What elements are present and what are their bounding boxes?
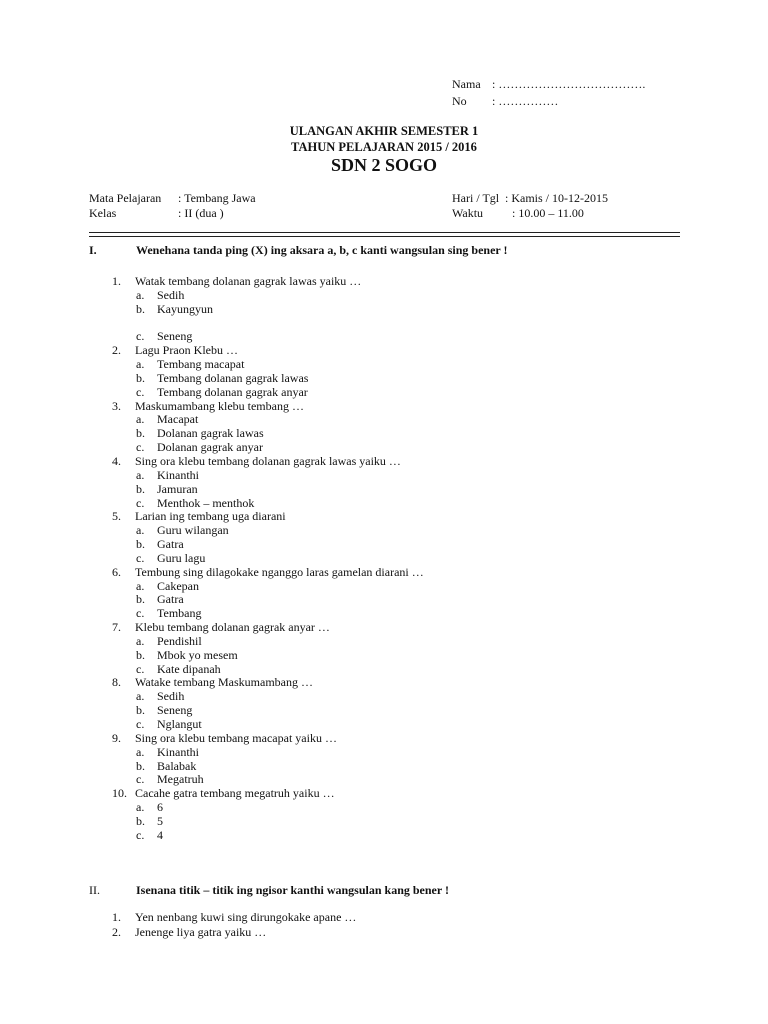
question-text: Jenenge liya gatra yaiku … — [135, 925, 267, 939]
waktu-value: : 10.00 – 11.00 — [512, 206, 584, 220]
option-text: 6 — [157, 800, 163, 815]
option-text: Sedih — [157, 287, 185, 302]
option-text: Megatruh — [157, 772, 204, 787]
question-text: Lagu Praon Klebu … — [135, 343, 238, 358]
question-text: Maskumambang klebu tembang … — [135, 398, 304, 413]
option-text: Balabak — [157, 758, 197, 773]
option-text: Macapat — [157, 412, 199, 427]
divider — [89, 236, 680, 237]
option-letter: a. — [136, 578, 145, 593]
option-text: Dolanan gagrak lawas — [157, 426, 264, 441]
answer-option[interactable] — [112, 330, 424, 344]
option-text: Mbok yo mesem — [157, 647, 238, 662]
option-text: Guru wilangan — [157, 523, 229, 538]
question — [112, 925, 356, 940]
answer-option[interactable] — [112, 829, 424, 843]
answer-option[interactable] — [112, 552, 424, 566]
fill-in-list — [112, 910, 356, 940]
answer-option[interactable] — [112, 704, 424, 718]
divider — [89, 232, 680, 233]
answer-option[interactable] — [112, 635, 424, 649]
option-text: 5 — [157, 813, 163, 828]
answer-option[interactable] — [112, 413, 424, 427]
option-letter: b. — [136, 370, 145, 385]
hari-label: Hari / Tgl — [452, 191, 500, 205]
option-letter: a. — [136, 467, 145, 482]
exam-title: ULANGAN AKHIR SEMESTER 1 — [289, 124, 479, 138]
no-label: No — [452, 94, 467, 108]
option-letter: b. — [136, 758, 145, 773]
answer-option[interactable] — [112, 303, 424, 317]
option-text: Sedih — [157, 689, 185, 704]
question — [112, 400, 424, 414]
option-text: Kinanthi — [157, 467, 199, 482]
question-text: Klebu tembang dolanan gagrak anyar … — [135, 620, 330, 635]
question-number: 2. — [112, 343, 121, 358]
option-text: Gatra — [157, 592, 184, 607]
option-text: Pendishil — [157, 633, 202, 648]
answer-option[interactable] — [112, 469, 424, 483]
section1-instruction: Wenehana tanda ping (X) ing aksara a, b, c kanti wangsulan sing bener ! — [136, 243, 508, 257]
option-text: Kate dipanah — [157, 661, 221, 676]
option-letter: c. — [136, 550, 145, 565]
question-number: 4. — [112, 453, 121, 468]
option-letter: c. — [136, 384, 145, 399]
answer-option[interactable] — [112, 497, 424, 511]
multiple-choice-list — [112, 275, 424, 843]
answer-option[interactable] — [112, 649, 424, 663]
section2-number: II. — [89, 883, 100, 897]
question-number: 1. — [112, 910, 121, 924]
option-letter: c. — [136, 329, 145, 344]
option-text: Dolanan gagrak anyar — [157, 440, 263, 455]
option-text: Tembang dolanan gagrak anyar — [157, 384, 308, 399]
section2-instruction: Isenana titik – titik ing ngisor kanthi wangsulan kang bener ! — [136, 883, 449, 897]
option-letter: b. — [136, 813, 145, 828]
question — [112, 910, 356, 925]
option-text: Cakepan — [157, 578, 199, 593]
answer-option[interactable] — [112, 386, 424, 400]
option-letter: b. — [136, 703, 145, 718]
option-letter: c. — [136, 661, 145, 676]
option-letter: a. — [136, 357, 145, 372]
answer-option[interactable] — [112, 593, 424, 607]
question — [112, 455, 424, 469]
option-text: Kinanthi — [157, 744, 199, 759]
answer-option[interactable] — [112, 718, 424, 732]
question — [112, 566, 424, 580]
answer-option[interactable] — [112, 427, 424, 441]
answer-option[interactable] — [112, 663, 424, 677]
answer-option[interactable] — [112, 746, 424, 760]
question-number: 3. — [112, 398, 121, 413]
answer-option[interactable] — [112, 524, 424, 538]
blank-line — [112, 317, 424, 331]
option-letter: c. — [136, 495, 145, 510]
question-text: Cacahe gatra tembang megatruh yaiku … — [135, 786, 335, 801]
answer-option[interactable] — [112, 441, 424, 455]
question-text: Tembung sing dilagokake nganggo laras gamelan diarani … — [135, 564, 424, 579]
question-number: 6. — [112, 564, 121, 579]
option-text: Jamuran — [157, 481, 198, 496]
question — [112, 732, 424, 746]
waktu-label: Waktu — [452, 206, 484, 220]
option-text: Menthok – menthok — [157, 495, 255, 510]
question-number: 5. — [112, 509, 121, 524]
option-letter: b. — [136, 301, 145, 316]
option-text: Tembang macapat — [157, 357, 245, 372]
kelas-value: : II (dua ) — [178, 206, 224, 220]
option-letter: a. — [136, 800, 145, 815]
question-number: 2. — [112, 925, 121, 939]
option-letter: b. — [136, 537, 145, 552]
mapel-label: Mata Pelajaran — [89, 191, 162, 205]
option-letter: c. — [136, 440, 145, 455]
section1-number: I. — [89, 243, 97, 257]
answer-option[interactable] — [112, 760, 424, 774]
question — [112, 621, 424, 635]
option-letter: a. — [136, 523, 145, 538]
question-number: 10. — [112, 786, 127, 801]
option-letter: a. — [136, 633, 145, 648]
answer-option[interactable] — [112, 289, 424, 303]
question-text: Yen nenbang kuwi sing dirungokake apane … — [135, 910, 357, 924]
option-text: Kayungyun — [157, 301, 213, 316]
answer-option[interactable] — [112, 815, 424, 829]
option-letter: b. — [136, 592, 145, 607]
option-letter: b. — [136, 426, 145, 441]
option-letter: a. — [136, 412, 145, 427]
option-letter: a. — [136, 689, 145, 704]
answer-option[interactable] — [112, 538, 424, 552]
academic-year: TAHUN PELAJARAN 2015 / 2016 — [291, 140, 477, 154]
option-text: Guru lagu — [157, 550, 206, 565]
question-number: 1. — [112, 274, 121, 288]
question-text: Sing ora klebu tembang dolanan gagrak lawas yaiku … — [135, 453, 401, 468]
option-letter: c. — [136, 717, 145, 731]
mapel-value: : Tembang Jawa — [178, 191, 256, 205]
question — [112, 344, 424, 358]
answer-option[interactable] — [112, 607, 424, 621]
option-text: Nglangut — [157, 717, 202, 731]
kelas-label: Kelas — [89, 206, 117, 220]
question — [112, 510, 424, 524]
question-text: Watake tembang Maskumambang … — [135, 675, 313, 690]
option-text: 4 — [157, 827, 163, 842]
answer-option[interactable] — [112, 690, 424, 704]
option-letter: c. — [136, 606, 145, 621]
answer-option[interactable] — [112, 483, 424, 497]
question-text: Sing ora klebu tembang macapat yaiku … — [135, 730, 337, 745]
question — [112, 275, 424, 289]
question-number: 7. — [112, 620, 121, 635]
option-letter: a. — [136, 287, 145, 302]
question-number: 9. — [112, 730, 121, 745]
nama-label: Nama — [452, 77, 481, 91]
answer-option[interactable] — [112, 801, 424, 815]
answer-option[interactable] — [112, 773, 424, 787]
school-name: SDN 2 SOGO — [330, 155, 438, 175]
question — [112, 676, 424, 690]
option-letter: b. — [136, 481, 145, 496]
question — [112, 787, 424, 801]
option-text: Seneng — [157, 329, 193, 344]
option-letter: a. — [136, 744, 145, 759]
answer-option[interactable] — [112, 358, 424, 372]
nama-field: : ………………………………. — [492, 77, 646, 91]
answer-option[interactable] — [112, 372, 424, 386]
option-text: Tembang — [157, 606, 202, 621]
option-letter: b. — [136, 647, 145, 662]
option-text: Seneng — [157, 703, 193, 718]
question-number: 8. — [112, 675, 121, 690]
option-text: Gatra — [157, 537, 184, 552]
option-letter: c. — [136, 772, 145, 787]
option-letter: c. — [136, 827, 145, 842]
answer-option[interactable] — [112, 580, 424, 594]
hari-value: : Kamis / 10-12-2015 — [505, 191, 608, 205]
option-text: Tembang dolanan gagrak lawas — [157, 370, 309, 385]
question-text: Larian ing tembang uga diarani — [135, 509, 286, 524]
question-text: Watak tembang dolanan gagrak lawas yaiku … — [135, 274, 362, 288]
no-field: : …………… — [492, 94, 559, 108]
